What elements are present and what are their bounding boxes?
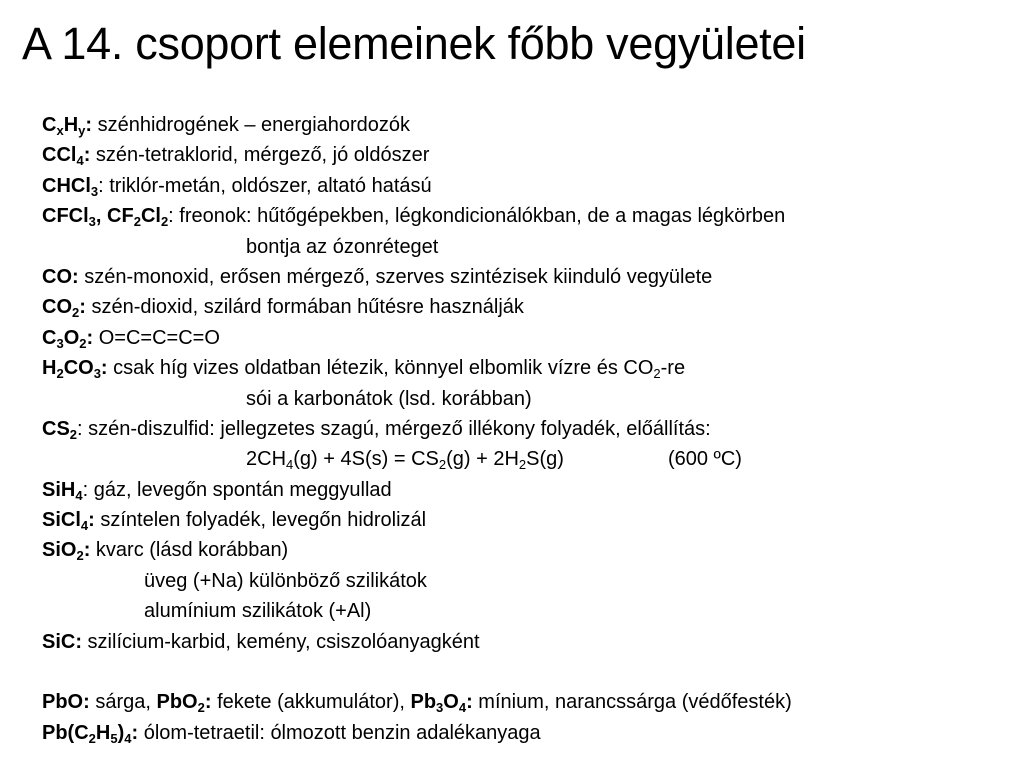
equation-text: (g) + 4S(s) = CS [293,448,439,471]
formula-text: H [63,114,79,136]
formula-freon [42,205,169,230]
description-text: szénhidrogének – energiahordozók [92,114,411,136]
list-item-freon-cont [42,232,1017,262]
formula-sic: SiC: [42,630,82,653]
formula-text: SiO [42,539,77,562]
formula-subscript: 3 [90,183,99,199]
description-text: : szén-diszulfid: jellegzetes szagú, mérgező illékony folyadék, előállítás: [77,417,711,440]
description-text: bontja az ózonréteget [246,235,439,258]
formula-co: CO: [42,265,79,288]
formula-subscript: 4 [124,730,132,746]
description-text: mínium, narancssárga (védőfesték) [472,691,792,714]
formula-pb3o4 [410,691,473,716]
description-text: csak híg vizes oldatban létezik, könnyel elbomlik vízre és CO [107,357,654,380]
formula-text: : [204,691,212,714]
formula-text: C [42,114,57,136]
formula-subscript: 2 [197,700,205,716]
formula-text: : [466,691,473,714]
formula-text: : [86,326,94,349]
list-item-sio2-glass [42,566,1017,596]
formula-text: C [42,326,57,349]
list-item-sic [42,627,1017,657]
formula-pbo2 [156,691,212,716]
formula-subscript: 2 [160,214,169,230]
description-text: szilícium-karbid, kemény, csiszolóanyagként [82,630,480,653]
list-item-tetraethyl-lead [42,718,1017,748]
description-text: alumínium szilikátok (+Al) [144,600,372,623]
formula-chcl3 [42,175,98,197]
formula-text: : [83,539,91,562]
formula-subscript: x [56,123,64,138]
formula-subscript: 3 [88,214,96,230]
description-text: üveg (+Na) különböző szilikátok [144,569,427,592]
formula-text: PbO [156,691,198,714]
equation-text: S(g) [526,448,564,471]
formula-subscript: 2 [72,305,80,321]
formula-subscript: 4 [76,153,84,169]
formula-subscript: 4 [75,487,83,503]
formula-text: CO [63,357,94,380]
formula-subscript: 2 [438,457,447,473]
formula-text: SiH [42,478,76,501]
formula-subscript: 4 [80,518,89,534]
list-item-freon [42,201,1017,231]
formula-sio2 [42,539,91,564]
formula-text: H [42,357,57,380]
blank-line [42,657,1017,687]
list-item-co2 [42,292,1017,322]
formula-cxhy [42,114,92,136]
formula-subscript: 3 [436,700,444,716]
formula-subscript: 2 [653,366,661,382]
formula-text: O [63,326,80,349]
reaction-temperature: (600 ºC) [667,448,742,471]
description-text: szén-tetraklorid, mérgező, jó oldószer [90,144,430,167]
list-item-lead-oxides [42,687,1017,717]
list-item-h2co3 [42,353,1017,383]
formula-h2co3 [42,357,108,382]
formula-subscript: 4 [286,457,294,473]
list-item-cxhy [42,110,1017,140]
description-text: kvarc (lásd korábban) [90,539,289,562]
formula-sicl4 [42,509,95,534]
list-item-sih4 [42,475,1017,505]
formula-subscript: 2 [88,730,96,746]
formula-text: : [88,509,95,532]
formula-text: CFCl [42,205,89,228]
formula-text: , [95,205,108,228]
formula-ccl4 [42,144,91,169]
description-text: sói a karbonátok (lsd. korábban) [246,387,532,410]
formula-text: CO [42,296,72,319]
formula-text: : [79,296,86,319]
list-item-co [42,262,1017,292]
formula-subscript: 2 [133,214,141,230]
description-text: színtelen folyadék, levegőn hidrolizál [94,509,427,532]
formula-pbc2h54 [42,722,138,744]
formula-co2 [42,296,86,321]
list-item-sicl4 [42,505,1017,535]
formula-text: Cl [140,205,161,228]
formula-text: Pb(C [42,721,89,744]
formula-subscript: 2 [69,426,78,442]
formula-text: : [100,357,108,380]
description-text: : gáz, levegőn spontán meggyullad [82,478,392,501]
formula-text: H [95,721,111,744]
list-item-c3o2 [42,323,1017,353]
description-text: ólom-tetraetil: ólmozott benzin adalékanyaga [138,721,541,744]
description-text: -re [660,357,686,380]
formula-text: CF [107,205,134,228]
formula-cs2 [42,418,77,440]
formula-text: SiCl [42,509,81,532]
description-text: : freonok: hűtőgépekben, légkondicionálókban, de a magas légkörben [168,205,786,228]
description-text: sárga, [89,691,157,714]
formula-subscript: 3 [93,366,101,382]
description-text: fekete (akkumulátor), [211,691,411,714]
equation-text: 2CH [246,448,287,471]
formula-subscript: 2 [79,335,87,351]
formula-text: CCl [42,144,77,167]
formula-subscript: 2 [56,366,64,382]
formula-c3o2 [42,327,93,349]
list-item-sio2-aluminium [42,596,1017,626]
formula-sih4 [42,479,83,501]
list-item-h2co3-cont [42,384,1017,414]
formula-subscript: 2 [518,457,527,473]
equation-text: (g) + 2H [446,448,519,471]
formula-text: O [443,691,459,714]
formula-subscript: 2 [76,548,84,564]
list-item-chcl3 [42,171,1017,201]
compound-list [42,110,1017,748]
formula-text: : [83,144,91,167]
formula-text: ) [117,721,125,744]
formula-text: Pb [410,691,437,714]
description-text: : triklór-metán, oldószer, altató hatású [98,174,432,197]
reaction-equation [42,444,1017,474]
formula-text: CS [42,417,70,440]
description-text: szén-dioxid, szilárd formában hűtésre használják [85,296,524,319]
list-item-cs2 [42,414,1017,444]
description-text: O=C=C=C=O [93,326,220,349]
formula-subscript: 4 [458,700,467,716]
description-text: szén-monoxid, erősen mérgező, szerves szintézisek kiinduló vegyülete [78,265,713,288]
formula-text: CHCl [42,174,91,197]
formula-text: : [131,721,139,744]
page-title: A 14. csoport elemeinek főbb vegyületei [22,18,806,69]
formula-subscript: 5 [110,730,118,746]
formula-text: : [85,114,93,136]
list-item-sio2 [42,535,1017,565]
formula-pbo: PbO: [42,691,90,714]
formula-subscript: 3 [56,335,64,351]
list-item-ccl4 [42,140,1017,170]
formula-subscript: y [78,123,86,138]
